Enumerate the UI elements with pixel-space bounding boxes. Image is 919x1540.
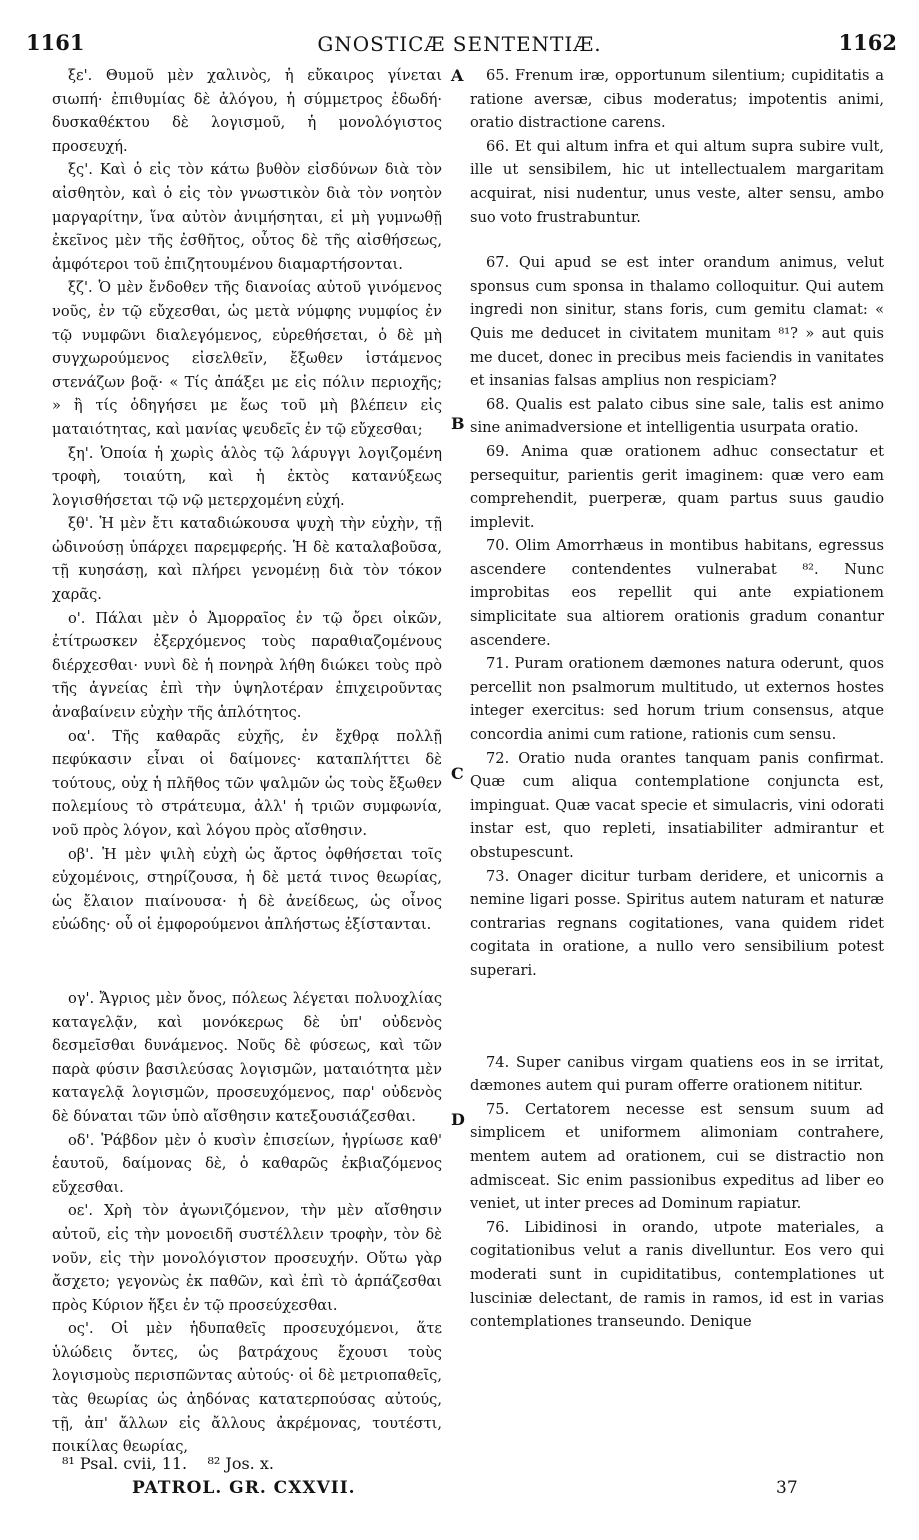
greek-sentence-75: οε'. Χρὴ τὸν ἀγωνιζόμενον, τὴν μὲν αἴσθησιν αὐτοῦ, εἰς τὴν μονοειδῆ συστέλλειν τροφὴν, τὸν δὲ νοῦν, εἰς τὴν μονολόγιστον προσευχήν. Οὕτω γὰρ ἄσχετο; γεγονὼς ἐκ παθῶν, καὶ ἐπὶ τὸ ἁρπάζεσθαι πρὸς Κύριον ἥξει ἐν τῷ προσεύχεσθαι.: [52, 1202, 442, 1314]
column-gap: [470, 983, 884, 1051]
greek-sentence-65: ξε'. Θυμοῦ μὲν χαλινὸς, ἡ εὔκαιρος γίνεται σιωπή· ἐπιθυμίας δὲ ἀλόγου, ἡ σύμμετρος ἐδωδή· δυσκαθέκτου δὲ λογισμοῦ, ἡ μονολόγιστος προσευχή.: [52, 67, 442, 155]
latin-sentence-76: 76. Libidinosi in orando, utpote materiales, a cogitationibus velut a ranis divelluntur. Eos vero qui moderati sunt in cupiditatibus, contemplationes ut lusciniæ delectant, de ramis in ramos, id est in varias contemplationes transeundo. Denique: [470, 1218, 884, 1331]
greek-sentence-70: ο'. Πάλαι μὲν ὁ Ἀμορραῖος ἐν τῷ ὄρει οἰκῶν, ἐτίτρωσκεν ἐξερχόμενος τοὺς παραθιαζομένους διέρχεσθαι· νυνὶ δὲ ἡ πονηρὰ λήθη διώκει τοὺς πρὸ τῆς ἁγνείας ἐπὶ τὴν ὑψηλοτέραν ἐπιχειροῦντας ἀναβαίνειν εὐχὴν τῆς ἁπλότητος.: [52, 609, 442, 722]
latin-sentence-70: 70. Olim Amorrhæus in montibus habitans, egressus ascendere contendentes vulnerabat ⁸². Nunc improbitas eos repellit qui ante expiationem simplicitate sua altiorem orationis gradum conantur ascendere.: [470, 537, 884, 649]
column-gap: [470, 229, 884, 251]
margin-marker-a: A: [451, 66, 464, 85]
footnote-81: ⁸¹ Psal. cvii, 11.: [62, 1454, 188, 1473]
footnote-82: ⁸² Jos. x.: [207, 1454, 274, 1473]
greek-column: [52, 64, 442, 1459]
latin-sentence-69: 69. Anima quæ orationem adhuc consectatur et persequitur, parientis gerit imaginem: quæ vero eam comprehendit, puerperæ, quam partus suus gaudio implevit.: [470, 442, 884, 531]
margin-marker-c: C: [451, 764, 464, 783]
greek-sentence-66: ξς'. Καὶ ὁ εἰς τὸν κάτω βυθὸν εἰσδύνων διὰ τὸν αἰσθητὸν, καὶ ὁ εἰς τὸν γνωστικὸν διὰ τὸν νοητὸν μαργαρίτην, ἵνα αὐτὸν ἀνιμήσηται, εἰ μὴ γυμνωθῇ ἐκεῖνος μὲν τῆς ἐσθῆτος, οὗτος δὲ τῆς αἰσθήσεως, ἀμφότεροι τοῦ ἐπιζητουμένου διαμαρτήσονται.: [52, 161, 442, 273]
page-number-right: 1162: [838, 30, 897, 55]
greek-sentence-68: ξη'. Ὁποία ἡ χωρὶς ἁλὸς τῷ λάρυγγι λογιζομένη τροφὴ, τοιαύτη, καὶ ἡ ἐκτὸς κατανύξεως λογισθήσεται τῷ νῷ μετερχομένη εὐχή.: [52, 444, 442, 509]
greek-sentence-76: ος'. Οἱ μὲν ἡδυπαθεῖς προσευχόμενοι, ἅτε ὑλώδεις ὄντες, ὡς βατράχους ἔχουσι τοὺς λογισμοὺς περισπῶντας αὐτούς· οἱ δὲ μετριοπαθεῖς, τὰς θεωρίας ὡς ἀηδόνας κατατερπούσας αὐτούς, τῇ, ἀπ' ἄλλων εἰς ἄλλους ἀκρέμονας, τουτέστι, ποικίλας θεωρίας,: [52, 1320, 442, 1456]
greek-sentence-69: ξθ'. Ἡ μὲν ἔτι καταδιώκουσα ψυχὴ τὴν εὐχὴν, τῇ ὠδινούσῃ ὑπάρχει παρεμφερής. Ἡ δὲ καταλαβοῦσα, τῇ κυησάσῃ, καὶ πλήρει γενομένῃ διὰ τὸν τόκον χαρᾶς.: [52, 515, 442, 604]
running-title: GNOSTICÆ SENTENTIÆ.: [317, 32, 602, 56]
footnotes: [62, 1452, 442, 1476]
column-gap: [52, 937, 442, 987]
latin-sentence-72: 72. Oratio nuda orantes tanquam panis confirmat. Quæ cum aliqua contemplatione conjuncta est, impinguat. Quæ vacat specie et simulacris, vini odorati instar est, quo repleti, insatiabiliter admirantur et obstupescunt.: [470, 749, 884, 861]
greek-sentence-71: οα'. Τῆς καθαρᾶς εὐχῆς, ἐν ἔχθρᾳ πολλῇ πεφύκασιν εἶναι οἱ δαίμονες· καταπλήττει δὲ τούτους, οὐχ ἡ πλῆθος τῶν ψαλμῶν ὡς τοὺς ἔξωθεν πολεμίους τὸ στράτευμα, ἀλλ' ἡ τριῶν συμφωνία, νοῦ πρὸς λόγον, καὶ λόγου πρὸς αἴσθησιν.: [52, 727, 442, 839]
latin-sentence-66: 66. Et qui altum infra et qui altum supra subire vult, ille ut sensibilem, hic ut intellectualem margaritam acquirat, nisi nudentur, unus veste, alter sensu, ambo suo voto frustrabuntur.: [470, 137, 884, 226]
latin-sentence-71: 71. Puram orationem dæmones natura oderunt, quos percellit non psalmorum multitudo, ut externos hostes integer exercitus: sed horum trium consensus, atque concordia animi cum ratione, rationis cum sensu.: [470, 655, 884, 744]
latin-sentence-68: 68. Qualis est palato cibus sine sale, talis est animo sine animadversione et intelligentia usurpata oratio.: [470, 395, 884, 437]
greek-sentence-74: οδ'. Ῥάβδον μὲν ὁ κυσὶν ἐπισείων, ἠγρίωσε καθ' ἑαυτοῦ, δαίμονας δὲ, ὁ καθαρῶς ἐκβιαζόμενος εὔχεσθαι.: [52, 1131, 442, 1196]
latin-sentence-65: 65. Frenum iræ, opportunum silentium; cupiditatis a ratione aversæ, cibus moderatus; impotentis animi, oratio distractione carens.: [470, 67, 884, 132]
latin-column: [470, 64, 884, 1334]
margin-marker-b: B: [451, 414, 465, 433]
collection-signature: PATROL. GR. CXXVII.: [132, 1478, 356, 1498]
latin-sentence-67: 67. Qui apud se est inter orandum animus, velut sponsus cum sponsa in thalamo colloquitur. Qui autem ingredi non sinitur, stans foris, cum gemitu clamat: « Quis me deducet in civitatem munitam ⁸¹? » aut quis me ducet, donec in precibus meis faciendis in vanitates et insanias falsas amplius non respiciam?: [470, 254, 884, 390]
latin-sentence-75: 75. Certatorem necesse est sensum suum ad simplicem et uniformem alimoniam contrahere, mentem autem ad orationem, cui se distractio non admisceat. Sic enim passionibus expeditus ad liber eo veniet, ut inter preces ad Dominum rapiatur.: [470, 1100, 884, 1213]
page-number-left: 1161: [26, 30, 85, 55]
gathering-signature: 37: [776, 1478, 798, 1498]
latin-sentence-74: 74. Super canibus virgam quatiens eos in se irritat, dæmones autem qui puram offerre orationem nititur.: [470, 1053, 884, 1095]
greek-sentence-67: ξζ'. Ὁ μὲν ἔνδοθεν τῆς διανοίας αὐτοῦ γινόμενος νοῦς, ἐν τῷ εὔχεσθαι, ὡς μετὰ νύμφης νυμφίος ἐν τῷ νυμφῶνι διαλεγόμενος, εὑρεθήσεται, ὁ δὲ μὴ συγχωρούμενος εἰσελθεῖν, ἔξωθεν ἱστάμενος στενάζων βοᾷ· « Τίς ἀπάξει με εἰς πόλιν περιοχῆς; » ἢ τίς ὁδηγήσει με ἕως τοῦ μὴ βλέπειν εἰς ματαιότητας, καὶ μανίας ψευδεῖς ἐν τῷ εὔχεσθαι;: [52, 279, 442, 438]
margin-marker-d: D: [451, 1110, 465, 1129]
greek-sentence-73: ογ'. Ἄγριος μὲν ὄνος, πόλεως λέγεται πολυοχλίας καταγελᾷν, καὶ μονόκερως δὲ ὑπ' οὐδενὸς δεσμεῖσθαι δυνάμενος. Νοῦς δὲ φύσεως, καὶ τῶν παρὰ φύσιν βασιλεύσας λογισμῶν, ματαιότητα μὲν καταγελᾷ λογισμῶν, προσευχόμενος, παρ' οὐδενὸς δὲ δύναται τῶν ὑπὸ αἴσθησιν κατεξουσιάζεσθαι.: [52, 989, 442, 1125]
greek-sentence-72: οβ'. Ἡ μὲν ψιλὴ εὐχὴ ὡς ἄρτος ὀφθήσεται τοῖς εὐχομένοις, στηρίζουσα, ἡ δὲ μετά τινος θεωρίας, ὡς ἔλαιον πιαίνουσα· ἡ δὲ ἀνείδεως, ὡς οἶνος εὐώδης· οὗ οἱ ἐμφορούμενοι ἀπλήστως ἐξίστανται.: [52, 845, 442, 934]
latin-sentence-73: 73. Onager dicitur turbam deridere, et unicornis a nemine ligari posse. Spiritus autem naturam et naturæ contrarias regnans cogitationes, vana quidem ridet cogitata in oratione, a nullo vero sensibilium potest superari.: [470, 867, 884, 979]
page-header: [0, 30, 919, 64]
